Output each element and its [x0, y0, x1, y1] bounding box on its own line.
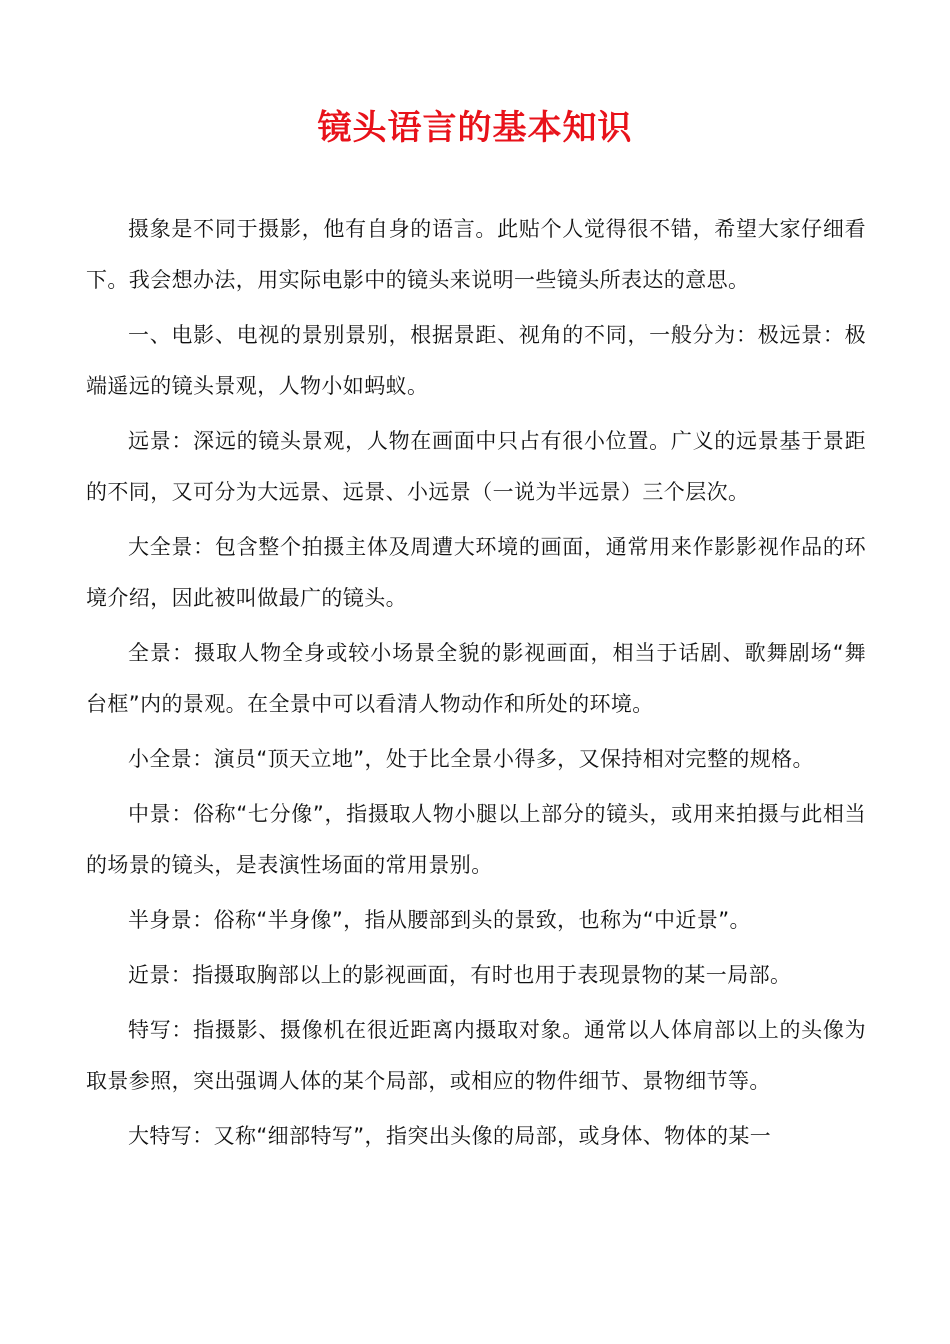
document-title: 镜头语言的基本知识	[317, 108, 633, 148]
paragraph-close-up: 特写：指摄影、摄像机在很近距离内摄取对象。通常以人体肩部以上的头像为取景参照，突出强调人体的某个局部，或相应的物件细节、景物细节等。	[86, 1018, 866, 1093]
paragraph-close-shot: 近景：指摄取胸部以上的影视画面，有时也用于表现景物的某一局部。	[128, 963, 792, 987]
paragraph-small-full-shot: 小全景：演员“顶天立地”，处于比全景小得多，又保持相对完整的规格。	[128, 747, 814, 771]
paragraph-intro: 摄象是不同于摄影，他有自身的语言。此贴个人觉得很不错，希望大家仔细看下。我会想办法，用实际电影中的镜头来说明一些镜头所表达的意思。	[86, 217, 866, 292]
paragraph-shot-scale-extreme-long: 一、电影、电视的景别景别，根据景距、视角的不同，一般分为：极远景：极端遥远的镜头景观，人物小如蚂蚁。	[86, 323, 866, 398]
paragraph-extreme-close-up: 大特写：又称“细部特写”，指突出头像的局部，或身体、物体的某一	[128, 1124, 772, 1148]
paragraph-half-body-shot: 半身景：俗称“半身像”，指从腰部到头的景致，也称为“中近景”。	[128, 908, 751, 932]
paragraph-full-shot: 全景：摄取人物全身或较小场景全貌的影视画面，相当于话剧、歌舞剧场“舞台框”内的景观。在全景中可以看清人物动作和所处的环境。	[86, 641, 866, 716]
paragraph-extreme-wide-shot: 大全景：包含整个拍摄主体及周遭大环境的画面，通常用来作影影视作品的环境介绍，因此被叫做最广的镜头。	[86, 535, 866, 610]
document-body	[86, 204, 866, 1166]
paragraph-medium-shot: 中景：俗称“七分像”，指摄取人物小腿以上部分的镜头，或用来拍摄与此相当的场景的镜头，是表演性场面的常用景别。	[86, 802, 866, 877]
paragraph-long-shot: 远景：深远的镜头景观，人物在画面中只占有很小位置。广义的远景基于景距的不同，又可分为大远景、远景、小远景（一说为半远景）三个层次。	[86, 429, 866, 504]
